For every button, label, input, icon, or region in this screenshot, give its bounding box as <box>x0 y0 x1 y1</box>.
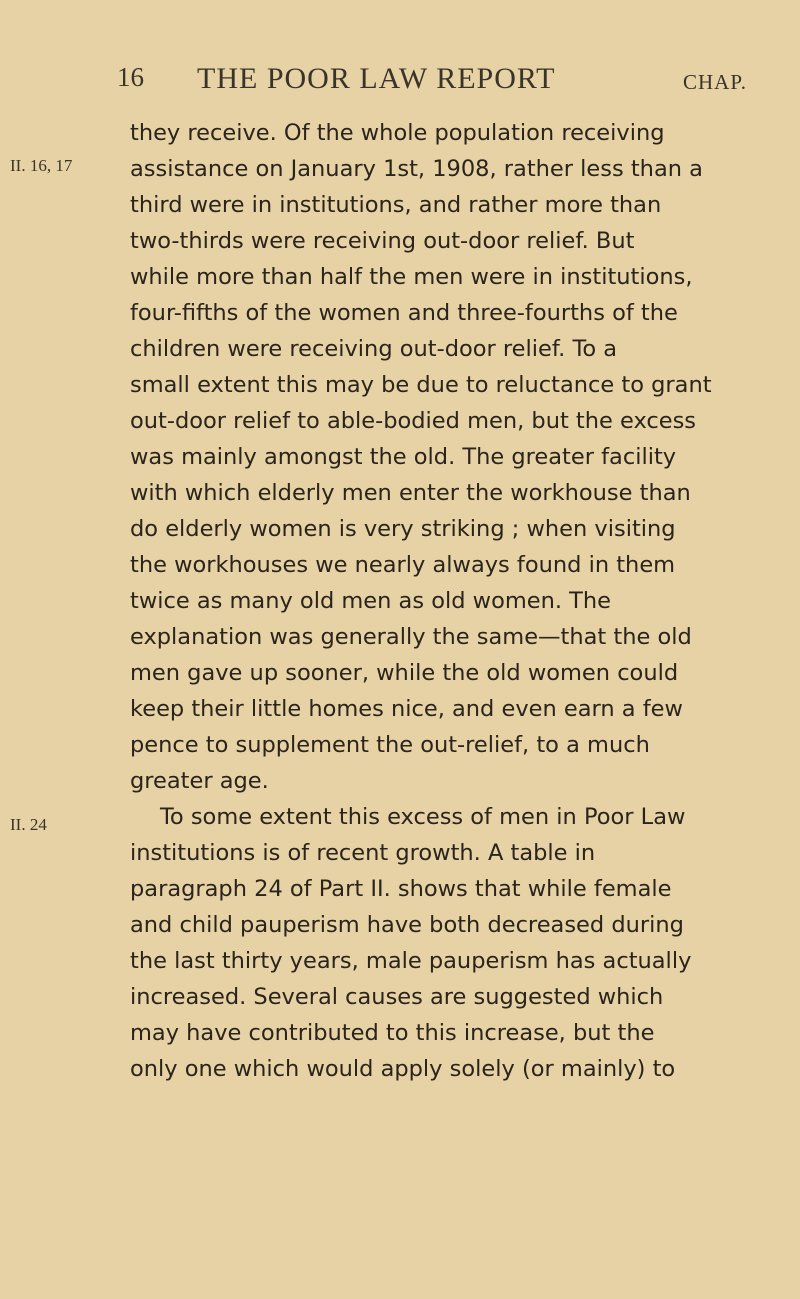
running-title: THE POOR LAW REPORT <box>197 62 556 95</box>
text-line: was mainly amongst the old. The greater facility <box>130 444 677 470</box>
text-line: with which elderly men enter the workhouse than <box>130 480 691 506</box>
text-line: the last thirty years, male pauperism has actually <box>130 948 692 974</box>
text-line: third were in institutions, and rather more than <box>130 192 662 218</box>
text-line: institutions is of recent growth. A table in <box>130 840 596 866</box>
text-line: explanation was generally the same—that the old <box>130 624 692 650</box>
page-number: 16 <box>117 62 144 92</box>
text-line: children were receiving out-door relief. To a <box>130 336 618 362</box>
text-line: out-door relief to able-bodied men, but the excess <box>130 408 697 434</box>
text-line: only one which would apply solely (or mainly) to <box>130 1056 676 1082</box>
text-line: do elderly women is very striking ; when visiting <box>130 516 676 542</box>
page-header <box>0 62 800 102</box>
text-line: and child pauperism have both decreased during <box>130 912 684 938</box>
text-line: four-fifths of the women and three-fourths of the <box>130 300 678 326</box>
text-line: twice as many old men as old women. The <box>130 588 612 614</box>
chapter-label: CHAP. <box>683 70 747 94</box>
text-line: greater age. <box>130 768 269 794</box>
text-line: may have contributed to this increase, but the <box>130 1020 655 1046</box>
text-line: assistance on January 1st, 1908, rather less than a <box>130 156 703 182</box>
marginal-note-reference: II. 16, 17 <box>10 156 73 175</box>
text-line: small extent this may be due to reluctance to grant <box>130 372 712 398</box>
text-line: they receive. Of the whole population receiving <box>130 120 665 146</box>
text-line: keep their little homes nice, and even earn a few <box>130 696 683 722</box>
text-line: two-thirds were receiving out-door relief. But <box>130 228 635 254</box>
text-line: pence to supplement the out-relief, to a much <box>130 732 650 758</box>
text-line: To some extent this excess of men in Poor Law <box>160 804 686 830</box>
text-line: paragraph 24 of Part II. shows that while female <box>130 876 672 902</box>
text-line: the workhouses we nearly always found in them <box>130 552 676 578</box>
text-line: increased. Several causes are suggested which <box>130 984 664 1010</box>
text-line: while more than half the men were in institutions, <box>130 264 693 290</box>
marginal-note-reference: II. 24 <box>10 815 47 834</box>
text-line: men gave up sooner, while the old women could <box>130 660 679 686</box>
